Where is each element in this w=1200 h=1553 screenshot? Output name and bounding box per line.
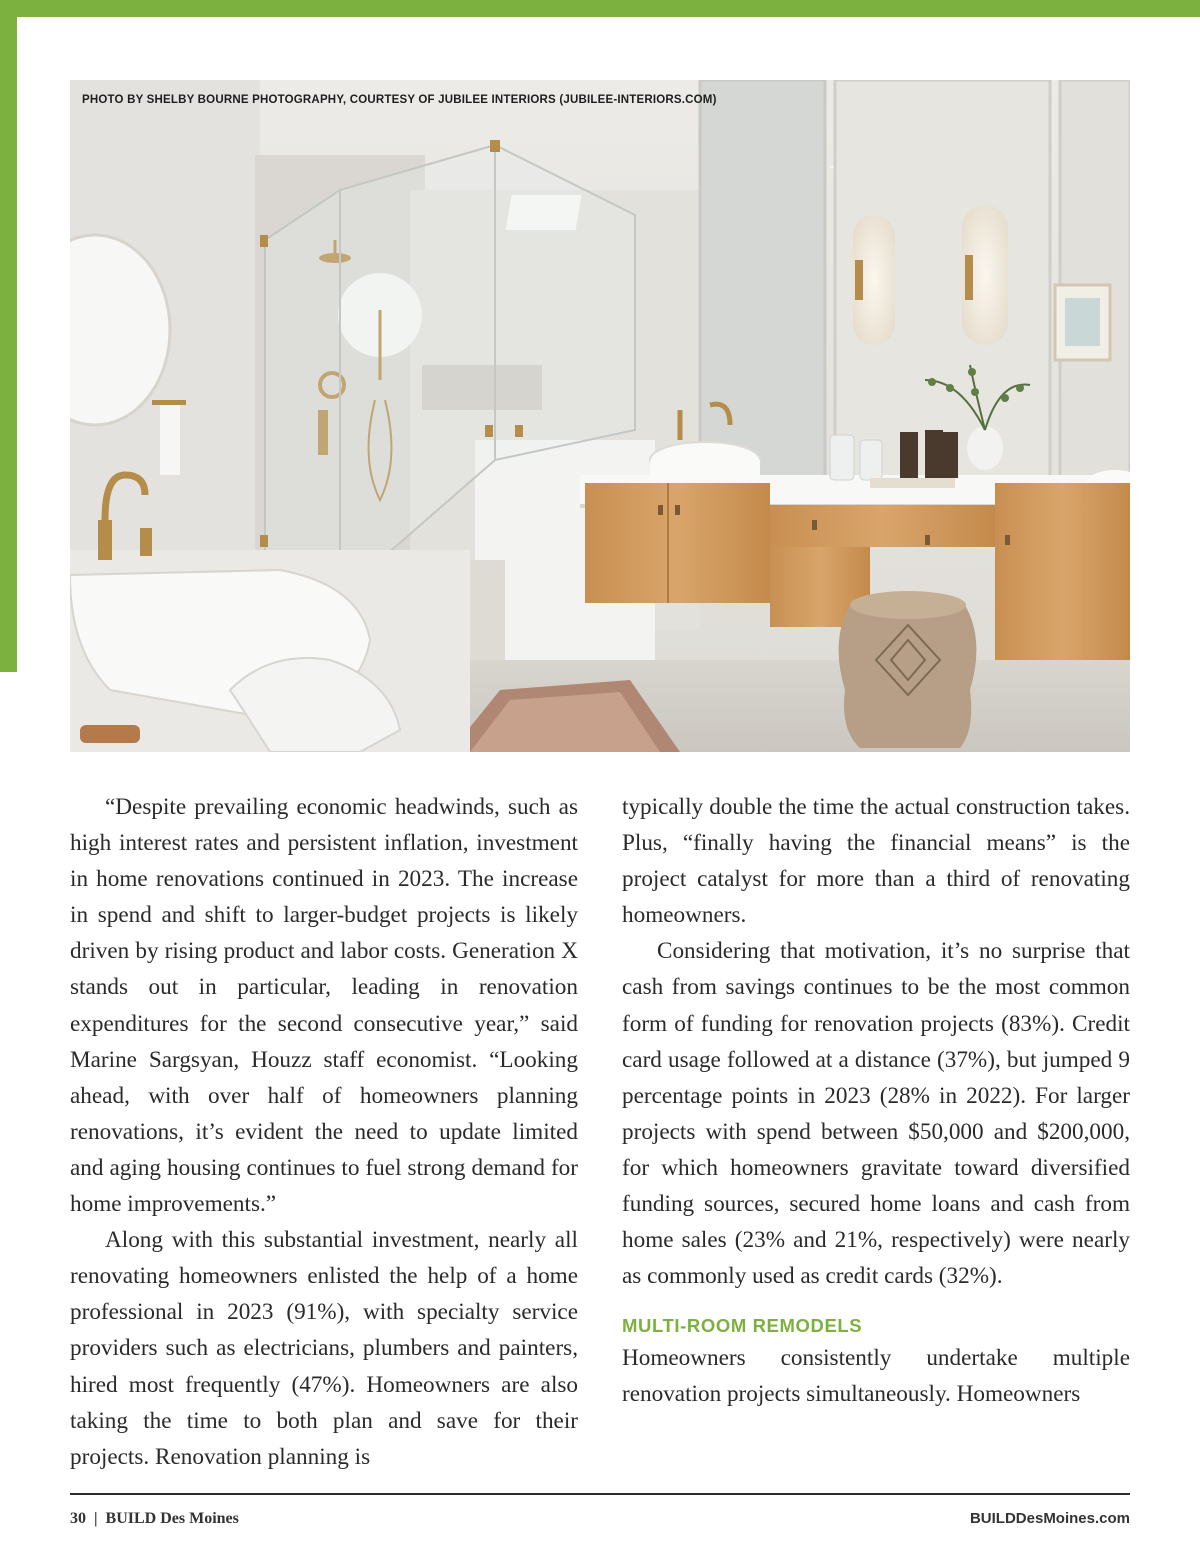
section-heading: MULTI-ROOM REMODELS — [622, 1315, 863, 1337]
page-number: 30 — [70, 1510, 86, 1527]
left-column — [70, 789, 578, 1475]
right-column — [622, 789, 1130, 1413]
paragraph: “Despite prevailing economic headwinds, such as high interest rates and persistent inflation, investment in home renovations continued in 2023. The increase in spend and shift to larger-budget projects is likely driven by rising product and labor costs. Generation X stands out in particular, leading in renovation expenditures for the second consecutive year,” said Marine Sargsyan, Houzz staff economist. “Looking ahead, with over half of homeowners planning renovations, it’s evident the need to update limited and aging housing continues to fuel strong demand for home improvements.” — [70, 794, 578, 1218]
footer-website: BUILDDesMoines.com — [969, 1510, 1130, 1527]
top-accent-bar — [0, 0, 1200, 17]
paragraph: Along with this substantial investment, nearly all renovating homeowners enlisted the help of a home professional in 2023 (91%), with specialty service providers such as electricians, plumbers and painters, hired most frequently (47%). Homeowners are also taking the time to both plan and save for their projects. Renovation planning is — [70, 1227, 578, 1470]
bathroom-photo — [70, 80, 1130, 752]
side-accent-bar — [0, 0, 17, 672]
publication-name: BUILD Des Moines — [105, 1510, 239, 1527]
paragraph: Homeowners consistently undertake multiple renovation projects simultaneously. Homeowners — [622, 1345, 1130, 1408]
paragraph: typically double the time the actual construction takes. Plus, “finally having the financial means” is the project catalyst for more than a third of renovating homeowners. — [622, 794, 1130, 929]
footer-publication — [70, 1510, 239, 1528]
footer-separator: | — [94, 1510, 98, 1527]
footer-divider — [70, 1493, 1130, 1495]
photo-credit: PHOTO BY SHELBY BOURNE PHOTOGRAPHY, COURTESY OF JUBILEE INTERIORS (JUBILEE-INTERIORS.COM) — [82, 94, 717, 106]
bathroom-illustration — [70, 80, 1130, 752]
paragraph: Considering that motivation, it’s no surprise that cash from savings continues to be the most common form of funding for renovation projects (83%). Credit card usage followed at a distance (37%), but jumped 9 percentage points in 2023 (28% in 2022). For larger projects with spend between $50,000 and $200,000, for which homeowners gravitate toward diversified funding sources, secured home loans and cash from home sales (23% and 21%, respectively) were nearly as commonly used as credit cards (32%). — [622, 938, 1130, 1290]
